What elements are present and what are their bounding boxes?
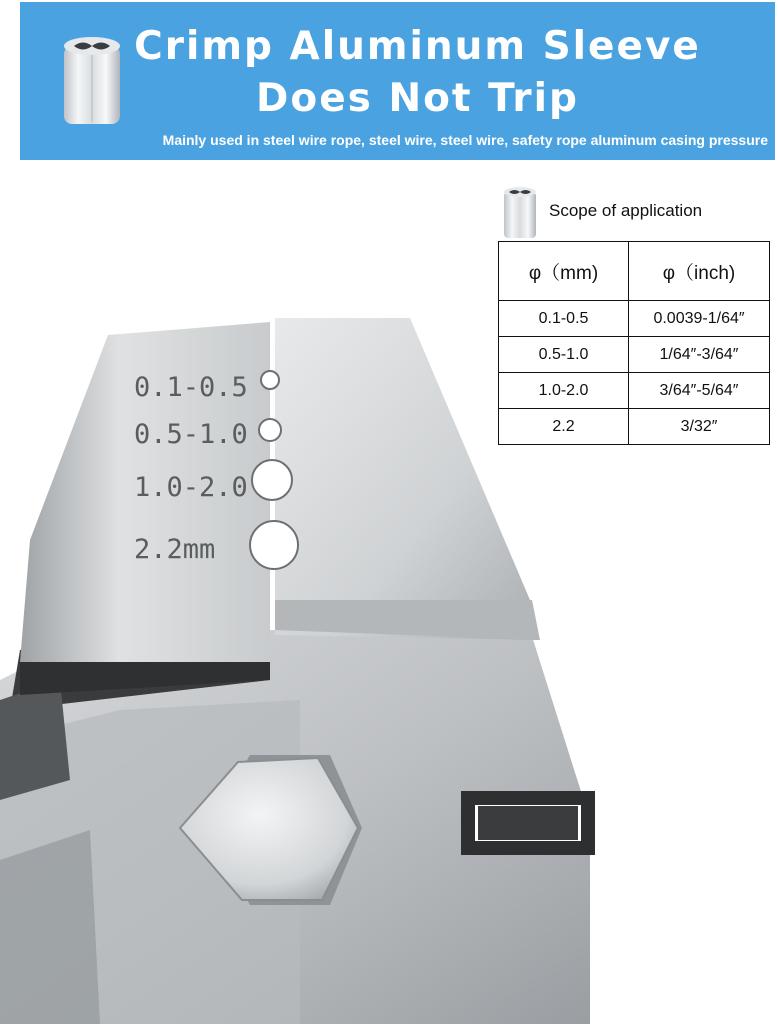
banner-title-line1: Crimp Aluminum Sleeve (134, 24, 701, 69)
table-cell: 3/32″ (629, 409, 770, 445)
banner-title-line2: Does Not Trip (256, 76, 579, 121)
table-cell: 1/64″-3/64″ (629, 337, 770, 373)
table-cell: 1.0-2.0 (499, 373, 629, 409)
size-spec-table (498, 241, 770, 445)
column-header-inch: φ（inch) (629, 242, 770, 301)
tool-size-label: 0.5-1.0 (134, 419, 248, 450)
aluminum-sleeve-icon (502, 186, 538, 240)
table-cell: 0.0039-1/64″ (629, 301, 770, 337)
tool-size-label: 0.1-0.5 (134, 372, 248, 403)
table-row (499, 373, 770, 409)
column-header-mm: φ（mm) (499, 242, 629, 301)
table-cell: 2.2 (499, 409, 629, 445)
table-row (499, 337, 770, 373)
table-row (499, 409, 770, 445)
tool-size-label: 2.2mm (134, 534, 216, 565)
table-cell: 0.1-0.5 (499, 301, 629, 337)
table-cell: 0.5-1.0 (499, 337, 629, 373)
tool-size-label: 1.0-2.0 (134, 472, 248, 503)
scope-title: Scope of application (549, 201, 703, 220)
table-header-row (499, 242, 770, 301)
banner-subtitle: Mainly used in steel wire rope, steel wire, steel wire, safety rope aluminum casing pressure (162, 132, 768, 148)
table-cell: 3/64″-5/64″ (629, 373, 770, 409)
header-banner (20, 2, 775, 160)
table-row (499, 301, 770, 337)
